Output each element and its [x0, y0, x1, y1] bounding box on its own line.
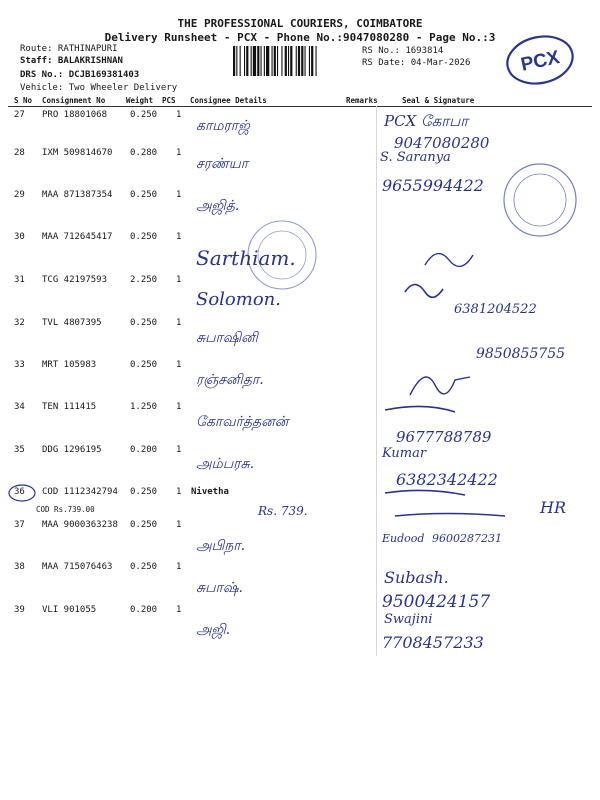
- barcode-bar: [272, 46, 273, 76]
- weight-value: 0.200: [130, 605, 158, 615]
- barcode-bar: [261, 46, 262, 76]
- weight-value: 0.250: [130, 360, 158, 370]
- document-title: THE PROFESSIONAL COURIERS, COIMBATORE: [177, 17, 423, 30]
- pcx-stamp: [504, 34, 576, 86]
- handwritten-consignee-name: அபிநா.: [196, 538, 246, 554]
- handwritten-signature: Subash.: [384, 568, 449, 587]
- serial-number: 32: [14, 318, 25, 328]
- header-divider: [8, 106, 592, 107]
- table-row: [0, 148, 600, 188]
- barcode-image: [232, 46, 356, 76]
- weight-value: 0.250: [130, 487, 158, 497]
- handwritten-consignee-name: கோவர்த்தனன்: [196, 414, 289, 430]
- serial-number: 38: [14, 562, 25, 572]
- table-row: [0, 520, 600, 560]
- rs-date: RS Date: 04-Mar-2026: [362, 58, 471, 68]
- pieces-count: 1: [176, 487, 182, 497]
- serial-number: 36: [14, 487, 25, 497]
- barcode-bar: [301, 46, 303, 76]
- barcode-bar: [236, 46, 237, 76]
- handwritten-phone-number: 9677788789: [396, 428, 492, 446]
- weight-value: 0.250: [130, 232, 158, 242]
- stamp-text: PCX: [519, 47, 562, 76]
- handwritten-phone-number: 6382342422: [396, 470, 498, 489]
- serial-number: 33: [14, 360, 25, 370]
- handwritten-consignee-name: சுபாஷினி: [196, 330, 258, 346]
- handwritten-consignee-name: ரஞ்சனிதா.: [196, 372, 264, 388]
- barcode-bar: [257, 46, 259, 76]
- handwritten-consignee-name: காமராஜ்: [196, 118, 250, 134]
- serial-number: 37: [14, 520, 25, 530]
- barcode-bar: [311, 46, 313, 76]
- barcode-bar: [266, 46, 269, 76]
- barcode-bar: [240, 46, 241, 76]
- pieces-count: 1: [176, 190, 182, 200]
- vehicle-label: Vehicle: Two Wheeler Delivery: [20, 83, 178, 93]
- pieces-count: 1: [176, 402, 182, 412]
- table-row: [0, 445, 600, 485]
- pieces-count: 1: [176, 275, 182, 285]
- table-row: [0, 110, 600, 150]
- consignment-number: MAA 712645417: [42, 232, 113, 242]
- col-pcs: PCS: [162, 96, 176, 105]
- pieces-count: 1: [176, 148, 182, 158]
- col-sno: S No: [14, 96, 33, 105]
- consignment-number: VLI 901055: [42, 605, 97, 615]
- consignment-number: MAA 715076463: [42, 562, 113, 572]
- handwritten-phone-number: 9655994422: [382, 176, 484, 195]
- consignment-number: MAA 9000363238: [42, 520, 118, 530]
- handwritten-consignee-name: அஜித்.: [196, 198, 240, 214]
- serial-number: 30: [14, 232, 25, 242]
- handwritten-signature: HR: [540, 498, 566, 517]
- col-seal-signature: Seal & Signature: [402, 96, 475, 105]
- barcode-bar: [316, 46, 317, 76]
- consignment-number: PRO 18801068: [42, 110, 108, 120]
- document-subtitle: Delivery Runsheet - PCX - Phone No.:9047080280 - Page No.:3: [104, 31, 496, 44]
- table-row: [0, 605, 600, 645]
- col-remarks: Remarks: [346, 96, 378, 105]
- barcode-bar: [281, 46, 282, 76]
- consignment-number: TEN 111415: [42, 402, 97, 412]
- barcode-bar: [253, 46, 256, 76]
- table-row: [0, 402, 600, 442]
- staff-label: Staff: BALAKRISHNAN: [20, 56, 123, 66]
- weight-value: 0.200: [130, 445, 158, 455]
- barcode-bar: [264, 46, 265, 76]
- col-consignment: Consignment No: [42, 96, 106, 105]
- consignment-number: TVL 4807395: [42, 318, 102, 328]
- consignment-number: IXM 509814670: [42, 148, 113, 158]
- barcode-bar: [251, 46, 252, 76]
- handwritten-phone-number: 9500424157: [382, 592, 491, 612]
- barcode-bar: [305, 46, 306, 76]
- barcode-bar: [298, 46, 300, 76]
- serial-number: 35: [14, 445, 25, 455]
- serial-number: 29: [14, 190, 25, 200]
- weight-value: 0.250: [130, 318, 158, 328]
- barcode-bar: [309, 46, 310, 76]
- handwritten-signature: Kumar: [382, 446, 427, 461]
- consignment-number: MRT 105983: [42, 360, 97, 370]
- consignee-name: Nivetha: [191, 487, 229, 497]
- handwritten-consignee-name: Sarthiam.: [196, 246, 296, 270]
- pieces-count: 1: [176, 110, 182, 120]
- pieces-count: 1: [176, 318, 182, 328]
- handwritten-phone-number: 9850855755: [476, 346, 566, 362]
- weight-value: 0.250: [130, 190, 158, 200]
- table-row: [0, 190, 600, 230]
- barcode-bar: [290, 46, 292, 76]
- consignment-number: DDG 1296195: [42, 445, 102, 455]
- pieces-count: 1: [176, 605, 182, 615]
- barcode-bar: [277, 46, 278, 76]
- barcode-bar: [244, 46, 245, 76]
- barcode-bar: [233, 46, 235, 76]
- handwritten-consignee-name: Rs. 739.: [258, 504, 308, 518]
- weight-value: 0.280: [130, 148, 158, 158]
- handwritten-consignee-name: சுபாஷ்.: [196, 580, 243, 596]
- consignment-number: TCG 42197593: [42, 275, 108, 285]
- serial-number: 27: [14, 110, 25, 120]
- handwritten-signature: Eudood: [382, 532, 425, 545]
- consignment-number: COD 1112342794: [42, 487, 118, 497]
- handwritten-consignee-name: Solomon.: [196, 289, 281, 310]
- pieces-count: 1: [176, 360, 182, 370]
- barcode-bar: [274, 46, 276, 76]
- weight-value: 0.250: [130, 110, 158, 120]
- handwritten-phone-number: 9047080280: [394, 134, 490, 152]
- weight-value: 0.250: [130, 562, 158, 572]
- serial-number: 34: [14, 402, 25, 412]
- col-weight: Weight: [126, 96, 154, 105]
- drs-label: DRS No.: DCJB169381403: [20, 70, 140, 80]
- handwritten-phone-number: 7708457233: [382, 633, 484, 652]
- handwritten-phone-number: 9600287231: [432, 532, 502, 545]
- barcode-bar: [288, 46, 289, 76]
- pieces-count: 1: [176, 445, 182, 455]
- handwritten-consignee-name: அம்பரசு.: [196, 456, 255, 472]
- handwritten-signature: PCX கோபா: [384, 112, 469, 130]
- serial-number: 39: [14, 605, 25, 615]
- col-consignee: Consignee Details: [190, 96, 267, 105]
- handwritten-consignee-name: சரண்யா: [196, 156, 249, 172]
- serial-number: 31: [14, 275, 25, 285]
- table-row: [0, 360, 600, 400]
- weight-value: 1.250: [130, 402, 158, 412]
- handwritten-signature: S. Saranya: [380, 150, 451, 165]
- pieces-count: 1: [176, 562, 182, 572]
- route-label: Route: RATHINAPURI: [20, 44, 118, 54]
- cod-amount: COD Rs.739.00: [36, 505, 95, 514]
- weight-value: 2.250: [130, 275, 158, 285]
- table-row: [0, 232, 600, 272]
- rs-number: RS No.: 1693814: [362, 46, 444, 56]
- barcode-bar: [296, 46, 297, 76]
- barcode-bar: [246, 46, 248, 76]
- handwritten-consignee-name: அஜி.: [196, 622, 231, 638]
- handwritten-signature: Swajini: [384, 612, 433, 627]
- barcode-bar: [285, 46, 287, 76]
- serial-number: 28: [14, 148, 25, 158]
- table-row: [0, 562, 600, 602]
- weight-value: 0.250: [130, 520, 158, 530]
- pieces-count: 1: [176, 232, 182, 242]
- handwritten-phone-number: 6381204522: [454, 302, 537, 317]
- consignment-number: MAA 871387354: [42, 190, 113, 200]
- pieces-count: 1: [176, 520, 182, 530]
